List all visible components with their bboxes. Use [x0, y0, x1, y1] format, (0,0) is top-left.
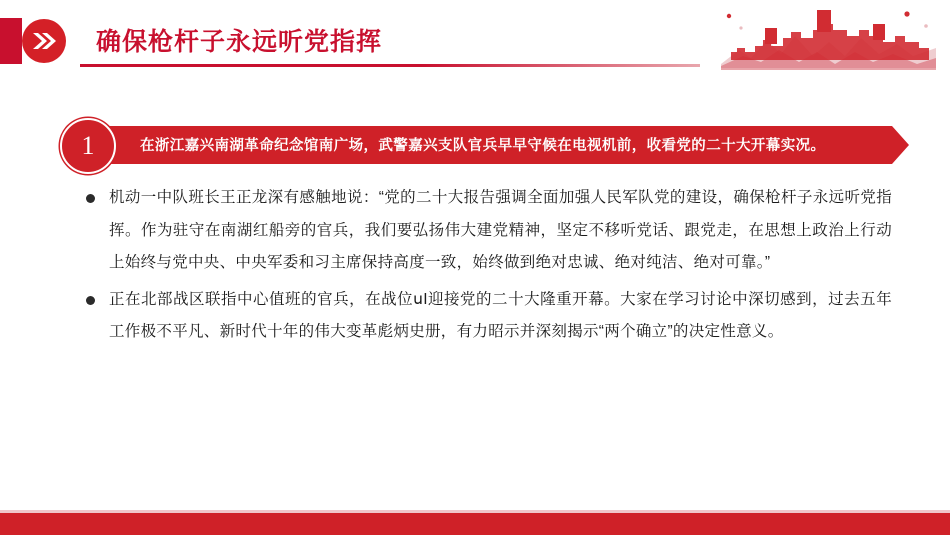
- double-chevron-right-icon: [22, 19, 66, 63]
- bullet-dot-icon: [86, 194, 95, 203]
- section-banner: [60, 118, 892, 172]
- title-underline: [80, 64, 700, 67]
- footer-bar: [0, 513, 950, 535]
- great-wall-illustration: [721, 6, 936, 72]
- banner-text: 在浙江嘉兴南湖革命纪念馆南广场，武警嘉兴支队官兵早早守候在电视机前，收看党的二十大开幕实况。: [140, 138, 826, 154]
- slide-header: [0, 0, 950, 82]
- list-item: [86, 284, 892, 349]
- list-item-text: 正在北部战区联指中心值班的官兵，在战位սI迎接党的二十大隆重开幕。大家在学习讨论中深切感到，过去五年工作极不平凡、新时代十年的伟大变革彪炳史册，有力昭示并深刻揭示“两个确立”的决定性意义。: [109, 290, 892, 341]
- header-accent-bar: [0, 18, 22, 64]
- list-item-text: 机动一中队班长王正龙深有感触地说：“党的二十大报告强调全面加强人民军队党的建设，确保枪杆子永远听党指挥。作为驻守在南湖红船旁的官兵，我们要弘扬伟大建党精神，坚定不移听党话、跟党走，在思想上政治上行动上始终与党中央、中央军委和习主席保持高度一致，始终做到绝对忠诚、绝对纯洁、绝对可靠。”: [109, 189, 892, 272]
- page-title: 确保枪杆子永远听党指挥: [96, 28, 383, 56]
- list-item: [86, 182, 892, 280]
- content-body: [86, 182, 892, 482]
- bullet-dot-icon: [86, 296, 95, 305]
- banner-number-badge: 1: [60, 118, 116, 174]
